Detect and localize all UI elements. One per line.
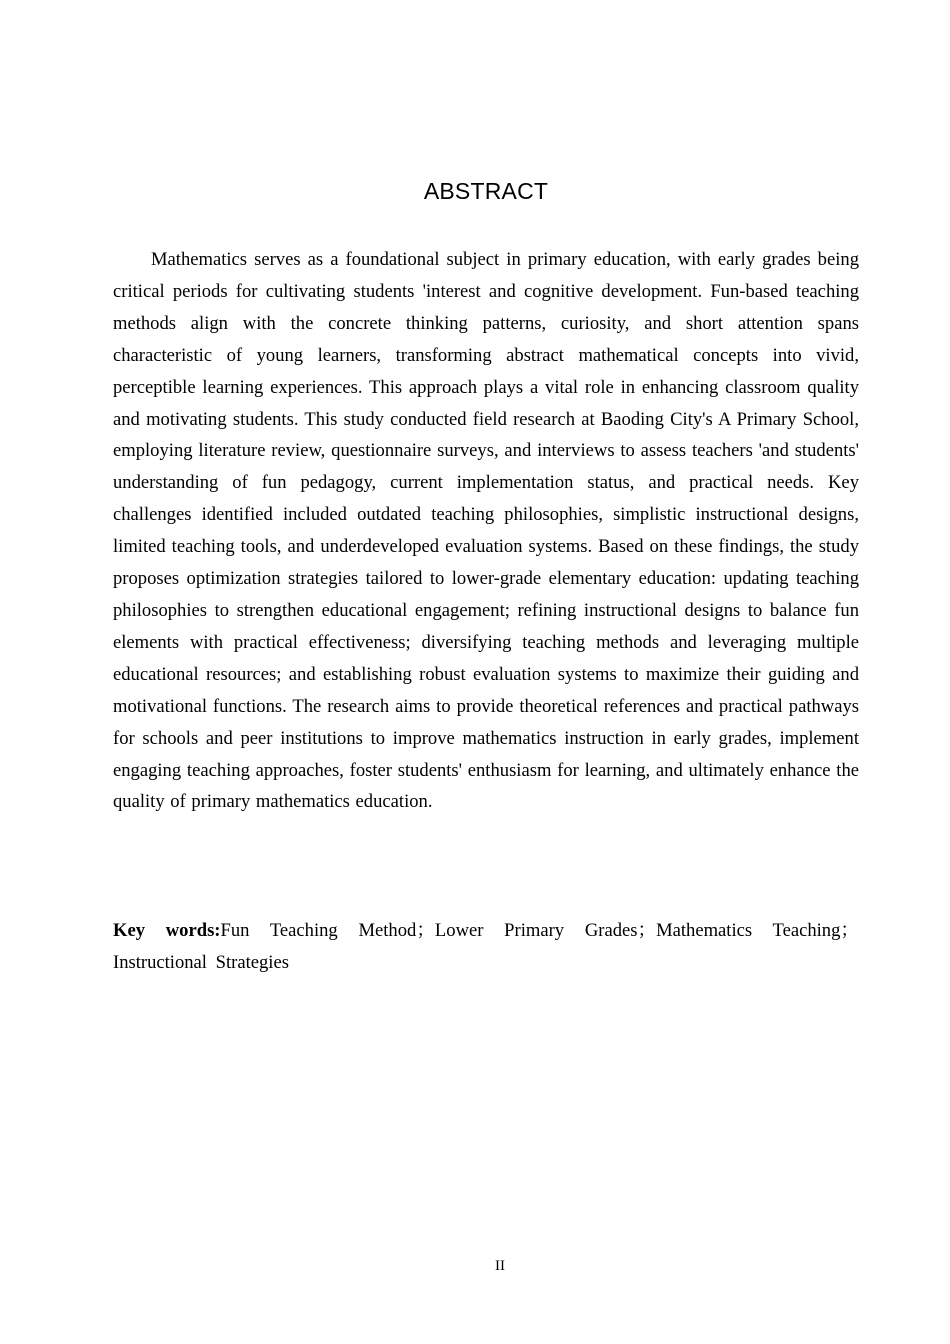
page-number: II — [495, 1258, 505, 1274]
abstract-body-paragraph: Mathematics serves as a foundational subject in primary education, with early grades being critical periods for cultivating students 'interest and cognitive development. Fun-based teaching methods align with the concrete thinking patterns, curiosity, and short attention spans characteristic of young learners, transforming abstract mathematical concepts into vivid, perceptible learning experiences. This approach plays a vital role in enhancing classroom quality and motivating students. This study conducted field research at Baoding City's A Primary School, employing literature review, questionnaire surveys, and interviews to assess teachers 'and students' understanding of fun pedagogy, current implementation status, and practical needs. Key challenges identified included outdated teaching philosophies, simplistic instructional designs, limited teaching tools, and underdeveloped evaluation systems. Based on these findings, the study proposes optimization strategies tailored to lower-grade elementary education: updating teaching philosophies to strengthen educational engagement; refining instructional designs to balance fun elements with practical effectiveness; diversifying teaching methods and leveraging multiple educational resources; and establishing robust evaluation systems to maximize their guiding and motivational functions. The research aims to provide theoretical references and practical pathways for schools and peer institutions to improve mathematics instruction in early grades, implement engaging teaching approaches, foster students' enthusiasm for learning, and ultimately enhance the quality of primary mathematics education. — [113, 249, 859, 813]
keywords-list: Fun Teaching Method；Lower Primary Grades；Mathematics Teaching；Instructional Strategies — [113, 920, 859, 973]
keywords-paragraph — [113, 915, 859, 978]
abstract-title: ABSTRACT — [423, 178, 549, 204]
keywords-label: Key words: — [113, 920, 221, 941]
